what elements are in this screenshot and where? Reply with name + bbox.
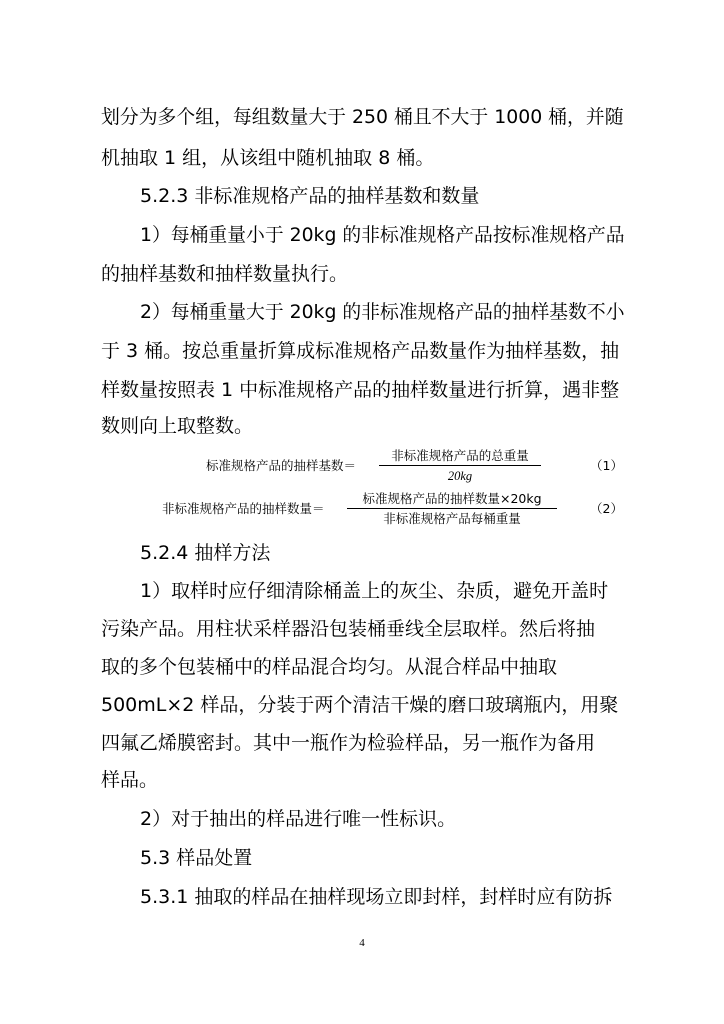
text-line: 机抽取 1 组，从该组中随机抽取 8 桶。: [101, 147, 435, 169]
text-line: 数则向上取整数。: [101, 415, 254, 437]
fraction-bar: [379, 465, 541, 466]
text-line: 的抽样基数和抽样数量执行。: [101, 263, 349, 285]
formula-1-fraction: [379, 448, 541, 484]
text-line: 2）对于抽出的样品进行唯一性标识。: [140, 808, 457, 830]
section-heading: 5.3.1 抽取的样品在抽样现场立即封样，封样时应有防拆: [140, 886, 613, 908]
formula-1-number: （1）: [590, 458, 623, 473]
text-line: 样数量按照表 1 中标准规格产品的抽样数量进行折算，遇非整: [101, 379, 620, 401]
formula-1: [0, 447, 724, 487]
fraction-bar: [347, 508, 557, 509]
section-heading: 5.2.4 抽样方法: [140, 542, 271, 564]
section-heading: 5.3 样品处置: [140, 847, 253, 869]
text-line: 500mL×2 样品，分装于两个清洁干燥的磨口玻璃瓶内，用聚: [101, 694, 619, 716]
formula-2-fraction: [347, 491, 557, 527]
formula-1-numerator: 非标准规格产品的总重量: [391, 448, 529, 463]
formula-2-numerator: 标准规格产品的抽样数量×20kg: [362, 491, 542, 506]
text-line: 划分为多个组，每组数量大于 250 桶且不大于 1000 桶，并随: [101, 106, 624, 128]
text-line: 2）每桶重量大于 20kg 的非标准规格产品的抽样基数不小: [140, 301, 625, 323]
formula-1-denominator: 20kg: [447, 469, 473, 483]
formula-2-lhs: 非标准规格产品的抽样数量＝: [162, 501, 325, 516]
formula-1-lhs: 标准规格产品的抽样基数＝: [206, 458, 357, 473]
text-line: 于 3 桶。按总重量折算成标准规格产品数量作为抽样基数，抽: [101, 340, 620, 362]
text-line: 污染产品。用柱状采样器沿包装桶垂线全层取样。然后将抽: [101, 618, 596, 640]
text-line: 样品。: [101, 769, 159, 791]
formula-2: [0, 490, 724, 530]
text-line: 1）取样时应仔细清除桶盖上的灰尘、杂质，避免开盖时: [140, 580, 609, 602]
text-line: 取的多个包装桶中的样品混合均匀。从混合样品中抽取: [101, 656, 558, 678]
text-line: 四氟乙烯膜密封。其中一瓶作为检验样品，另一瓶作为备用: [101, 732, 596, 754]
text-line: 1）每桶重量小于 20kg 的非标准规格产品按标准规格产品: [140, 224, 625, 246]
section-heading: 5.2.3 非标准规格产品的抽样基数和数量: [140, 185, 480, 207]
formula-2-number: （2）: [590, 501, 623, 516]
formula-2-denominator: 非标准规格产品每桶重量: [383, 511, 521, 526]
page-number: 4: [359, 937, 365, 949]
